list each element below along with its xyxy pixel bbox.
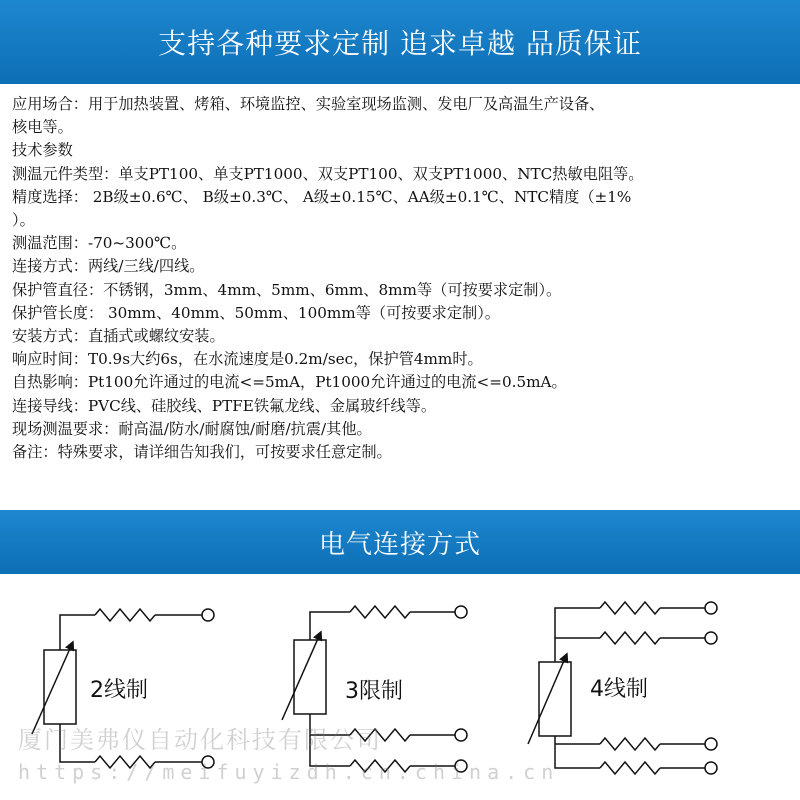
three-wire-top-terminal: [455, 606, 467, 618]
section-banner: [0, 510, 800, 574]
spec-line: ）。: [12, 211, 35, 230]
four-wire-sensor: [539, 662, 571, 736]
four-wire-top-lead: [555, 608, 600, 662]
four-wire-bottom-resistor: [600, 762, 660, 774]
spec-line: 测温元件类型：单支PT100、单支PT1000、双支PT100、双支PT1000、NTC热敏电阻等。: [12, 164, 644, 183]
spec-line: 应用场合：用于加热装置、烤箱、环境监控、实验室现场监测、发电厂及高温生产设备、: [12, 95, 605, 113]
three-wire-mid-terminal: [455, 729, 467, 741]
four-wire-label: 4线制: [590, 677, 648, 702]
three-wire-label: 3限制: [345, 679, 403, 704]
spec-line: 连接导线：PVC线、硅胶线、PTFE铁氟龙线、金属玻纤线等。: [12, 396, 437, 415]
four-wire-third-resistor: [600, 738, 660, 750]
header-title: 支持各种要求定制 追求卓越 品质保证: [158, 27, 642, 60]
four-wire-second-terminal: [705, 632, 717, 644]
three-wire-top-lead: [310, 612, 350, 640]
spec-line: 保护管直径：不锈钢，3mm、4mm、5mm、6mm、8mm等（可按要求定制）。: [12, 280, 562, 299]
four-wire-third-terminal: [705, 738, 717, 750]
two-wire-top-resistor: [95, 609, 155, 621]
header-banner: [0, 0, 800, 84]
two-wire-sensor: [44, 650, 76, 724]
spec-line: 自热影响：Pt100允许通过的电流<=5mA，Pt1000允许通过的电流<=0.5mA。: [12, 373, 567, 392]
two-wire-top-lead: [60, 615, 95, 650]
four-wire-bottom-lead: [555, 736, 600, 768]
spec-line: 连接方式：两线/三线/四线。: [12, 257, 205, 276]
spec-line: 精度选择： 2B级±0.6℃、 B级±0.3℃、 A级±0.15℃、AA级±0.1℃、NTC精度（±1%: [12, 187, 632, 206]
section-title: 电气连接方式: [318, 529, 481, 560]
spec-line: 保护管长度： 30mm、40mm、50mm、100mm等（可按要求定制）。: [12, 303, 500, 322]
two-wire-top-terminal: [202, 609, 214, 621]
four-wire-bottom-terminal: [705, 762, 717, 774]
four-wire-top-resistor: [600, 602, 660, 614]
spec-list: [12, 93, 792, 464]
spec-line: 技术参数: [12, 141, 73, 160]
spec-line: 安装方式：直插式或螺纹安装。: [12, 327, 225, 346]
spec-line: 测温范围：-70~300℃。: [12, 234, 187, 253]
two-wire-label: 2线制: [90, 678, 148, 703]
spec-line: 备注：特殊要求，请详细告知我们，可按要求任意定制。: [12, 443, 392, 462]
spec-line: 现场测温要求：耐高温/防水/耐腐蚀/耐磨/抗震/其他。: [12, 419, 372, 438]
watermark-url: https://meifuyizdh.cn.china.cn: [18, 760, 560, 784]
watermark-company: 厦门美弗仪自动化科技有限公司: [18, 726, 382, 754]
spec-line: 响应时间：T0.9s大约6s，在水流速度是0.2m/sec，保护管4mm时。: [12, 350, 483, 369]
three-wire-top-resistor: [350, 606, 410, 618]
spec-line: 核电等。: [12, 118, 73, 137]
four-wire-second-resistor: [600, 632, 660, 644]
three-wire-sensor: [294, 640, 326, 714]
four-wire-top-terminal: [705, 602, 717, 614]
